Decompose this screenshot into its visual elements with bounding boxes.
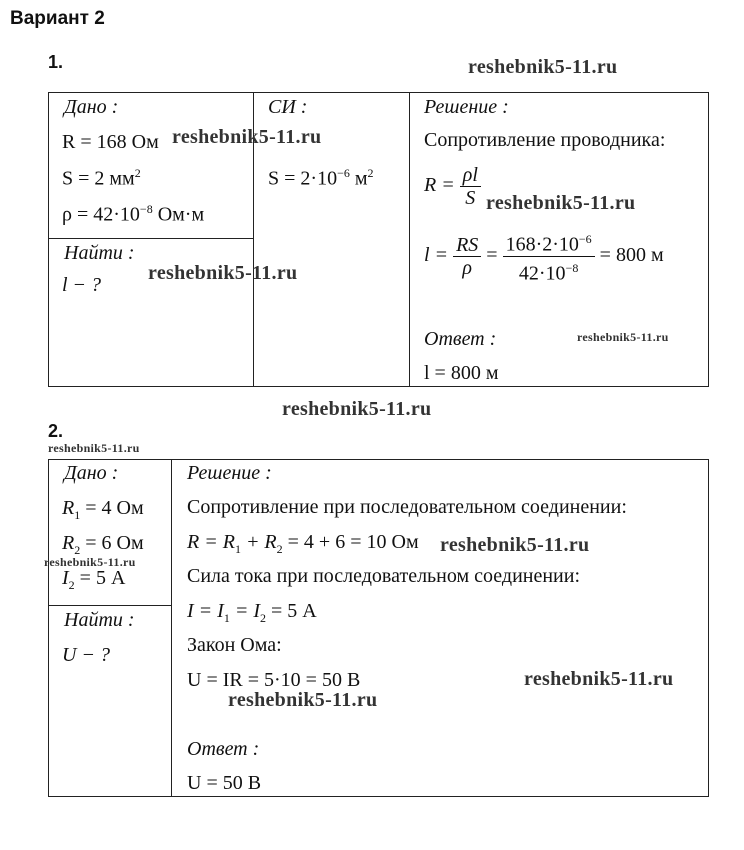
- watermark: reshebnik5-11.ru: [148, 262, 298, 284]
- find-value: U − ?: [62, 644, 110, 666]
- given-R1: $R_1 = 4$ Ом: [62, 497, 144, 522]
- solution-text: Сопротивление проводника:: [424, 129, 666, 151]
- table-divider: [48, 238, 253, 239]
- given-R: R = 168 Ом: [62, 131, 159, 153]
- watermark: reshebnik5-11.ru: [440, 534, 590, 556]
- watermark: reshebnik5-11.ru: [228, 689, 378, 711]
- formula-resistance: R = $\frac{\rho l}{S}$: [424, 164, 481, 209]
- solution-text-1: Сопротивление при последовательном соединении:: [187, 496, 627, 518]
- solution-label: Решение :: [187, 462, 272, 484]
- watermark: reshebnik5-11.ru: [468, 56, 618, 78]
- given-label: Дано :: [64, 462, 119, 484]
- given-I2: $I_2 = 5$ А: [62, 567, 126, 592]
- watermark: reshebnik5-11.ru: [486, 192, 636, 214]
- watermark: reshebnik5-11.ru: [577, 330, 669, 344]
- watermark: reshebnik5-11.ru: [48, 441, 140, 455]
- given-label: Дано :: [64, 96, 119, 118]
- answer-label: Ответ :: [424, 328, 497, 350]
- formula-total-resistance: $R = R_1 + R_2 = 4 + 6 = 10$ Ом: [187, 531, 419, 556]
- find-value: l − ?: [62, 274, 102, 296]
- watermark: reshebnik5-11.ru: [524, 668, 674, 690]
- given-R2: $R_2 = 6$ Ом: [62, 532, 144, 557]
- problem-1-number: 1.: [48, 52, 64, 72]
- answer-value: l = 800 м: [424, 362, 499, 384]
- formula-current: $I = I_1 = I_2 = 5$ А: [187, 600, 317, 625]
- solution-text-3: Закон Ома:: [187, 634, 282, 656]
- solution-label: Решение :: [424, 96, 509, 118]
- answer-label: Ответ :: [187, 738, 260, 760]
- table-divider: [171, 459, 172, 797]
- page-title: Вариант 2: [10, 8, 105, 29]
- given-S: S = 2 $мм^2$: [62, 166, 141, 190]
- formula-length: l = $\frac{RS}{\rho}$ = $\frac{168\cdot 2\cdot 10^{-6}}{42\cdot 10^{-8}}$ = 800 м: [424, 228, 664, 284]
- watermark: reshebnik5-11.ru: [44, 555, 136, 569]
- watermark: reshebnik5-11.ru: [172, 126, 322, 148]
- watermark: reshebnik5-11.ru: [282, 398, 432, 420]
- table-divider: [48, 605, 171, 606]
- si-S: $S = 2\cdot 10^{-6}$ $м^2$: [268, 166, 374, 190]
- find-label: Найти :: [64, 242, 135, 264]
- problem-2-number: 2.: [48, 421, 64, 441]
- find-label: Найти :: [64, 609, 135, 631]
- table-divider: [409, 92, 410, 387]
- given-rho: $\rho = 42\cdot 10^{-8}$ Ом·м: [62, 202, 205, 226]
- formula-voltage: U = IR = 5·10 = 50 В: [187, 669, 361, 691]
- si-label: СИ :: [268, 96, 308, 118]
- answer-value: U = 50 В: [187, 772, 262, 794]
- solution-text-2: Сила тока при последовательном соединении:: [187, 565, 581, 587]
